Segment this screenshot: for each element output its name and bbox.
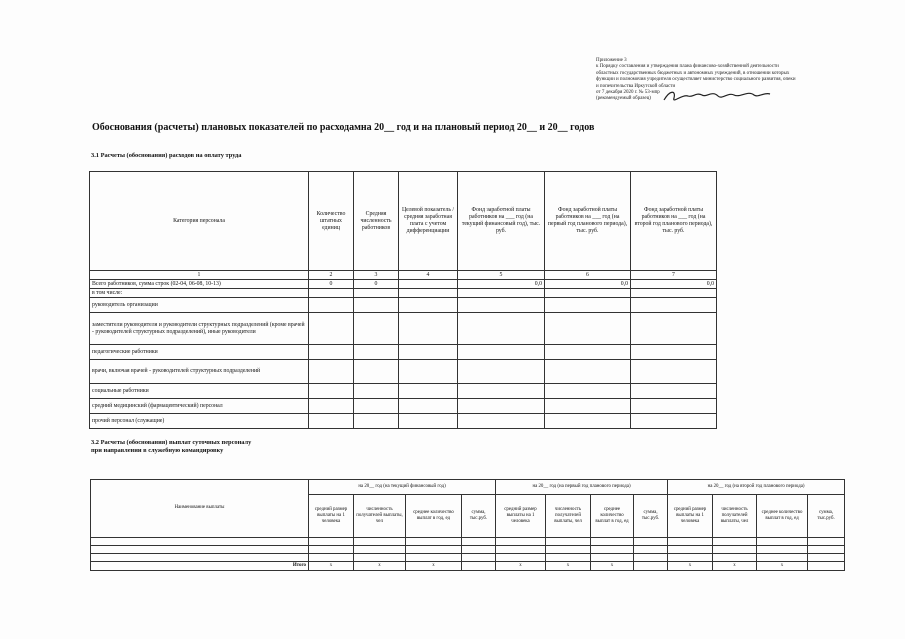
total-mark: x	[713, 562, 757, 571]
table-row	[91, 554, 845, 562]
cell-value	[545, 414, 631, 429]
row-label: руководитель организации	[90, 298, 309, 313]
row-label: средний медицинский (фармацевтический) персонал	[90, 399, 309, 414]
cell-value	[458, 360, 545, 384]
subheader-avg-amount: средний размер выплаты на 1 человека	[668, 495, 713, 538]
col-number: 2	[309, 271, 354, 280]
col-number: 1	[90, 271, 309, 280]
row-label: врачи, включая врачей - руководителей структурных подразделений	[90, 360, 309, 384]
table-header-row	[91, 480, 845, 495]
cell-value	[458, 298, 545, 313]
cell-value	[631, 399, 717, 414]
cell-value	[631, 360, 717, 384]
col-header-target-salary: Целевой показатель / средняя заработная плата с учетом дифференциации	[399, 172, 458, 271]
cell-value	[631, 414, 717, 429]
cell-value	[399, 414, 458, 429]
cell-value	[631, 384, 717, 399]
cell-value	[631, 345, 717, 360]
header-line-5: и попечительства Иркутской области	[596, 83, 676, 89]
cell-value	[399, 289, 458, 298]
col-header-fund-plan2: Фонд заработной платы работников на ___ год (на второй год планового периода), тыс. руб.	[631, 172, 717, 271]
row-label: педагогические работники	[90, 345, 309, 360]
table-row	[90, 280, 717, 289]
col-header-payment-name: Наименование выплаты	[91, 480, 309, 538]
period-header-plan2: на 20__ год (на второй год планового периода)	[668, 480, 845, 495]
cell-value	[545, 313, 631, 345]
subheader-sum: сумма, тыс.руб.	[808, 495, 845, 538]
total-mark: x	[354, 562, 406, 571]
labor-costs-table	[89, 171, 717, 429]
subheader-avg-amount: средний размер выплаты на 1 человека	[496, 495, 546, 538]
cell-value	[631, 298, 717, 313]
row-label: социальные работники	[90, 384, 309, 399]
header-line-1: Приложение 3	[596, 58, 627, 63]
col-number: 4	[399, 271, 458, 280]
cell-value	[354, 360, 399, 384]
cell-value	[399, 399, 458, 414]
table-row	[90, 345, 717, 360]
cell-value	[399, 280, 458, 289]
cell-value	[399, 384, 458, 399]
header-line-4: функции и полномочия учредителя осуществляет министерство социального развития, опеки	[596, 77, 796, 83]
table-row	[90, 298, 717, 313]
total-cell	[808, 562, 845, 571]
total-label: Итого	[91, 562, 309, 571]
table-row	[90, 360, 717, 384]
row-label: в том числе:	[90, 289, 309, 298]
cell-value	[458, 414, 545, 429]
col-header-fund-current: Фонд заработной платы работников на ___ год (на текущий финансовый год), тыс. руб.	[458, 172, 545, 271]
cell-value	[354, 399, 399, 414]
col-header-avg-employees: Средняя численность работников	[354, 172, 399, 271]
total-cell	[634, 562, 668, 571]
subheader-recipients: численность получателей выплаты, чел	[546, 495, 591, 538]
cell-value: 0	[354, 280, 399, 289]
subheader-avg-count: среднее количество выплат в год, ед	[757, 495, 808, 538]
total-mark: x	[496, 562, 546, 571]
subheader-avg-amount: средний размер выплаты на 1 человека	[309, 495, 354, 538]
handwritten-signature	[662, 86, 772, 106]
cell-value: 0,0	[631, 280, 717, 289]
table-row	[90, 384, 717, 399]
total-mark: x	[757, 562, 808, 571]
cell-value	[354, 384, 399, 399]
header-line-2: к Порядку составления и утверждения плана финансово-хозяйственной деятельности	[596, 64, 779, 70]
cell-value	[399, 298, 458, 313]
total-mark: x	[309, 562, 354, 571]
cell-value	[354, 298, 399, 313]
cell-value	[354, 414, 399, 429]
section-1-title: 3.1 Расчеты (обоснования) расходов на оплату труда	[91, 152, 242, 159]
cell-value	[631, 289, 717, 298]
cell-value	[458, 345, 545, 360]
col-header-staff-units: Количество штатных единиц	[309, 172, 354, 271]
cell-value	[309, 384, 354, 399]
table-row	[91, 538, 845, 546]
column-number-row	[90, 271, 717, 280]
total-mark: x	[546, 562, 591, 571]
cell-value	[309, 414, 354, 429]
cell-value	[545, 298, 631, 313]
col-number: 6	[545, 271, 631, 280]
cell-value	[309, 345, 354, 360]
cell-value	[309, 289, 354, 298]
document-title: Обоснования (расчеты) плановых показателей по расходамна 20__ год и на плановый период 20__ и 20__ годов	[92, 122, 595, 133]
cell-value: 0,0	[458, 280, 545, 289]
cell-value	[354, 289, 399, 298]
subheader-avg-count: среднее количество выплат в год, ед	[591, 495, 634, 538]
cell-value	[545, 289, 631, 298]
subheader-recipients: численность получателей выплаты, чел	[713, 495, 757, 538]
cell-value	[354, 313, 399, 345]
cell-value	[399, 345, 458, 360]
cell-value	[458, 289, 545, 298]
header-line-3: областных государственных бюджетных и автономных учреждений, в отношении которых	[596, 70, 790, 76]
period-header-current: на 20__ год (на текущий финансовый год)	[309, 480, 496, 495]
cell-value: 0	[309, 280, 354, 289]
cell-value	[354, 345, 399, 360]
cell-value: 0,0	[545, 280, 631, 289]
cell-value	[545, 345, 631, 360]
table-row	[90, 399, 717, 414]
section-2-title-line-2: при направлении в служебную командировку	[91, 447, 224, 454]
total-mark: x	[668, 562, 713, 571]
subheader-avg-count: среднее количество выплат в год, ед	[406, 495, 462, 538]
row-label: заместители руководителя и руководители структурных подразделений (кроме врачей - руководителей структурных подразделений), иные руководители	[90, 313, 309, 345]
cell-value	[309, 399, 354, 414]
cell-value	[458, 399, 545, 414]
cell-value	[399, 360, 458, 384]
subheader-recipients: численность получателей выплаты, чел	[354, 495, 406, 538]
col-number: 3	[354, 271, 399, 280]
cell-value	[309, 360, 354, 384]
period-header-plan1: на 20__ год (на первый год планового периода)	[496, 480, 668, 495]
cell-value	[458, 313, 545, 345]
cell-value	[309, 298, 354, 313]
table-row	[91, 546, 845, 554]
col-number: 7	[631, 271, 717, 280]
col-header-fund-plan1: Фонд заработной платы работников на ___ год (на первый год планового периода), тыс. руб.	[545, 172, 631, 271]
col-number: 5	[458, 271, 545, 280]
table-row	[90, 289, 717, 298]
total-mark: x	[591, 562, 634, 571]
col-header-category: Категория персонала	[90, 172, 309, 271]
cell-value	[631, 313, 717, 345]
travel-allowance-table	[90, 479, 845, 571]
cell-value	[545, 384, 631, 399]
subheader-sum: сумма, тыс.руб.	[634, 495, 668, 538]
header-line-6: от 7 декабря 2020 г. № 53-мпр	[596, 90, 660, 96]
cell-value	[545, 360, 631, 384]
cell-value	[399, 313, 458, 345]
total-cell	[462, 562, 496, 571]
cell-value	[458, 384, 545, 399]
table-row	[90, 313, 717, 345]
row-label: прочий персонал (служащие)	[90, 414, 309, 429]
section-2-title-line-1: 3.2 Расчеты (обоснования) выплат суточных персоналу	[91, 439, 252, 446]
subheader-sum: сумма, тыс.руб.	[462, 495, 496, 538]
table-header-row	[90, 172, 717, 271]
cell-value	[309, 313, 354, 345]
header-line-7: (рекомендуемый образец)	[596, 96, 651, 102]
section-2-title	[91, 439, 251, 455]
total-mark: x	[406, 562, 462, 571]
table-row	[90, 414, 717, 429]
cell-value	[545, 399, 631, 414]
row-label: Всего работников, сумма строк (02-04, 06-08, 10-13)	[90, 280, 309, 289]
total-row	[91, 562, 845, 571]
